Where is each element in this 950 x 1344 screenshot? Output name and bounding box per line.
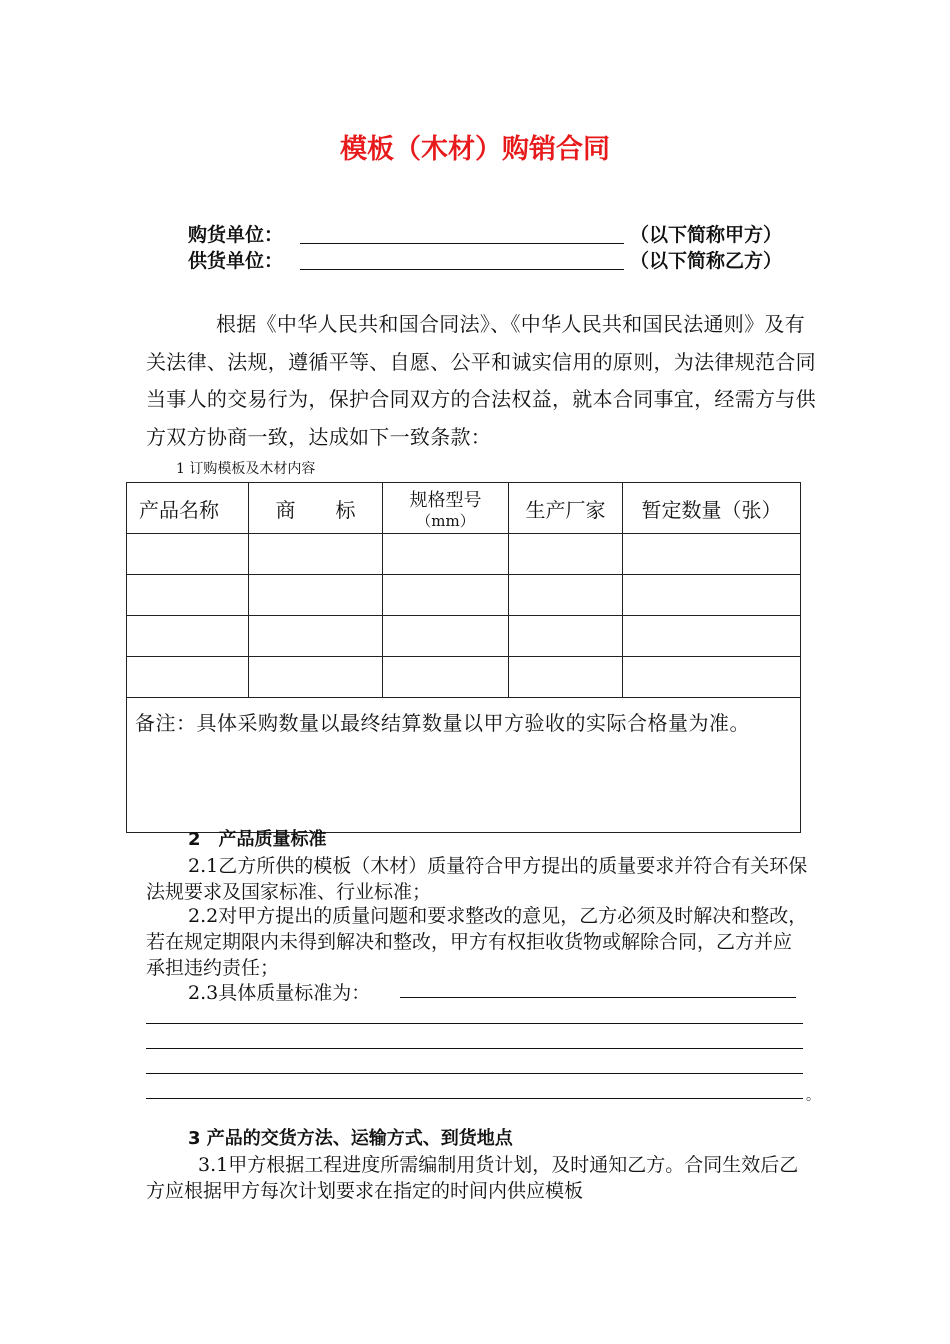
header-product-name: 产品名称 <box>127 483 249 534</box>
table-row <box>127 534 801 575</box>
section2-heading: 2 产品质量标准 <box>188 829 327 850</box>
table-row <box>127 657 801 698</box>
table-cell[interactable] <box>623 534 801 575</box>
table-cell[interactable] <box>623 657 801 698</box>
quality-standard-line[interactable] <box>400 997 796 998</box>
table-cell[interactable] <box>383 575 509 616</box>
table-cell[interactable] <box>509 657 623 698</box>
table-cell[interactable] <box>509 616 623 657</box>
header-spec <box>383 483 509 534</box>
table-cell[interactable] <box>127 534 249 575</box>
quality-standard-line[interactable] <box>146 1098 803 1099</box>
preamble-paragraph: 根据《中华人民共和国合同法》、《中华人民共和国民法通则》及有关法律、法规，遵循平等、自愿、公平和诚实信用的原则，为法律规范合同当事人的交易行为，保护合同双方的合法权益，就本合同事宜，经需方与供方双方协商一致，达成如下一致条款： <box>146 312 816 449</box>
table-cell[interactable] <box>383 616 509 657</box>
order-table <box>126 482 801 833</box>
table-cell[interactable] <box>383 657 509 698</box>
table-row <box>127 575 801 616</box>
table-cell[interactable] <box>127 657 249 698</box>
table-cell[interactable] <box>249 616 383 657</box>
table-cell[interactable] <box>383 534 509 575</box>
section1-caption: 1 订购模板及木材内容 <box>176 461 316 477</box>
clause-3-1: 3.1甲方根据工程进度所需编制用货计划，及时通知乙方。合同生效后乙方应根据甲方每次计划要求在指定的时间内供应模板 <box>146 1154 799 1202</box>
table-cell[interactable] <box>509 575 623 616</box>
table-cell[interactable] <box>249 657 383 698</box>
quality-standard-line[interactable] <box>146 1023 803 1024</box>
end-period: 。 <box>806 1088 820 1104</box>
supplier-suffix: （以下简称乙方） <box>630 250 783 272</box>
quality-standard-line[interactable] <box>146 1048 803 1049</box>
buyer-label: 购货单位： <box>188 224 284 246</box>
table-cell[interactable] <box>127 616 249 657</box>
document-title: 模板（木材）购销合同 <box>340 134 610 165</box>
buyer-suffix: （以下简称甲方） <box>630 224 783 246</box>
supplier-fill-line[interactable] <box>300 269 624 270</box>
header-spec-unit: （mm） <box>416 511 475 530</box>
clause-2-3: 2.3具体质量标准为： <box>188 982 371 1004</box>
table-header-row <box>127 483 801 534</box>
header-manufacturer: 生产厂家 <box>509 483 623 534</box>
table-cell[interactable] <box>249 534 383 575</box>
table-cell[interactable] <box>249 575 383 616</box>
header-spec-label: 规格型号 <box>409 489 482 511</box>
table-cell[interactable] <box>509 534 623 575</box>
header-brand <box>249 483 383 534</box>
buyer-fill-line[interactable] <box>300 243 624 244</box>
header-quantity: 暂定数量（张） <box>623 483 801 534</box>
clause-2-1: 2.1乙方所供的模板（木材）质量符合甲方提出的质量要求并符合有关环保法规要求及国家标准、行业标准； <box>146 855 808 903</box>
table-cell[interactable] <box>623 616 801 657</box>
quality-standard-line[interactable] <box>146 1073 803 1074</box>
header-brand-label: 商 标 <box>275 497 356 522</box>
table-cell[interactable] <box>127 575 249 616</box>
table-row <box>127 616 801 657</box>
section3-heading: 3 产品的交货方法、运输方式、到货地点 <box>188 1128 513 1149</box>
clause-2-2: 2.2对甲方提出的质量问题和要求整改的意见，乙方必须及时解决和整改，若在规定期限内未得到解决和整改，甲方有权拒收货物或解除合同，乙方并应承担违约责任； <box>146 905 808 979</box>
table-cell[interactable] <box>623 575 801 616</box>
remark-text: 备注：具体采购数量以最终结算数量以甲方验收的实际合格量为准。 <box>127 698 801 833</box>
supplier-label: 供货单位： <box>188 250 284 272</box>
remark-row <box>127 698 801 833</box>
